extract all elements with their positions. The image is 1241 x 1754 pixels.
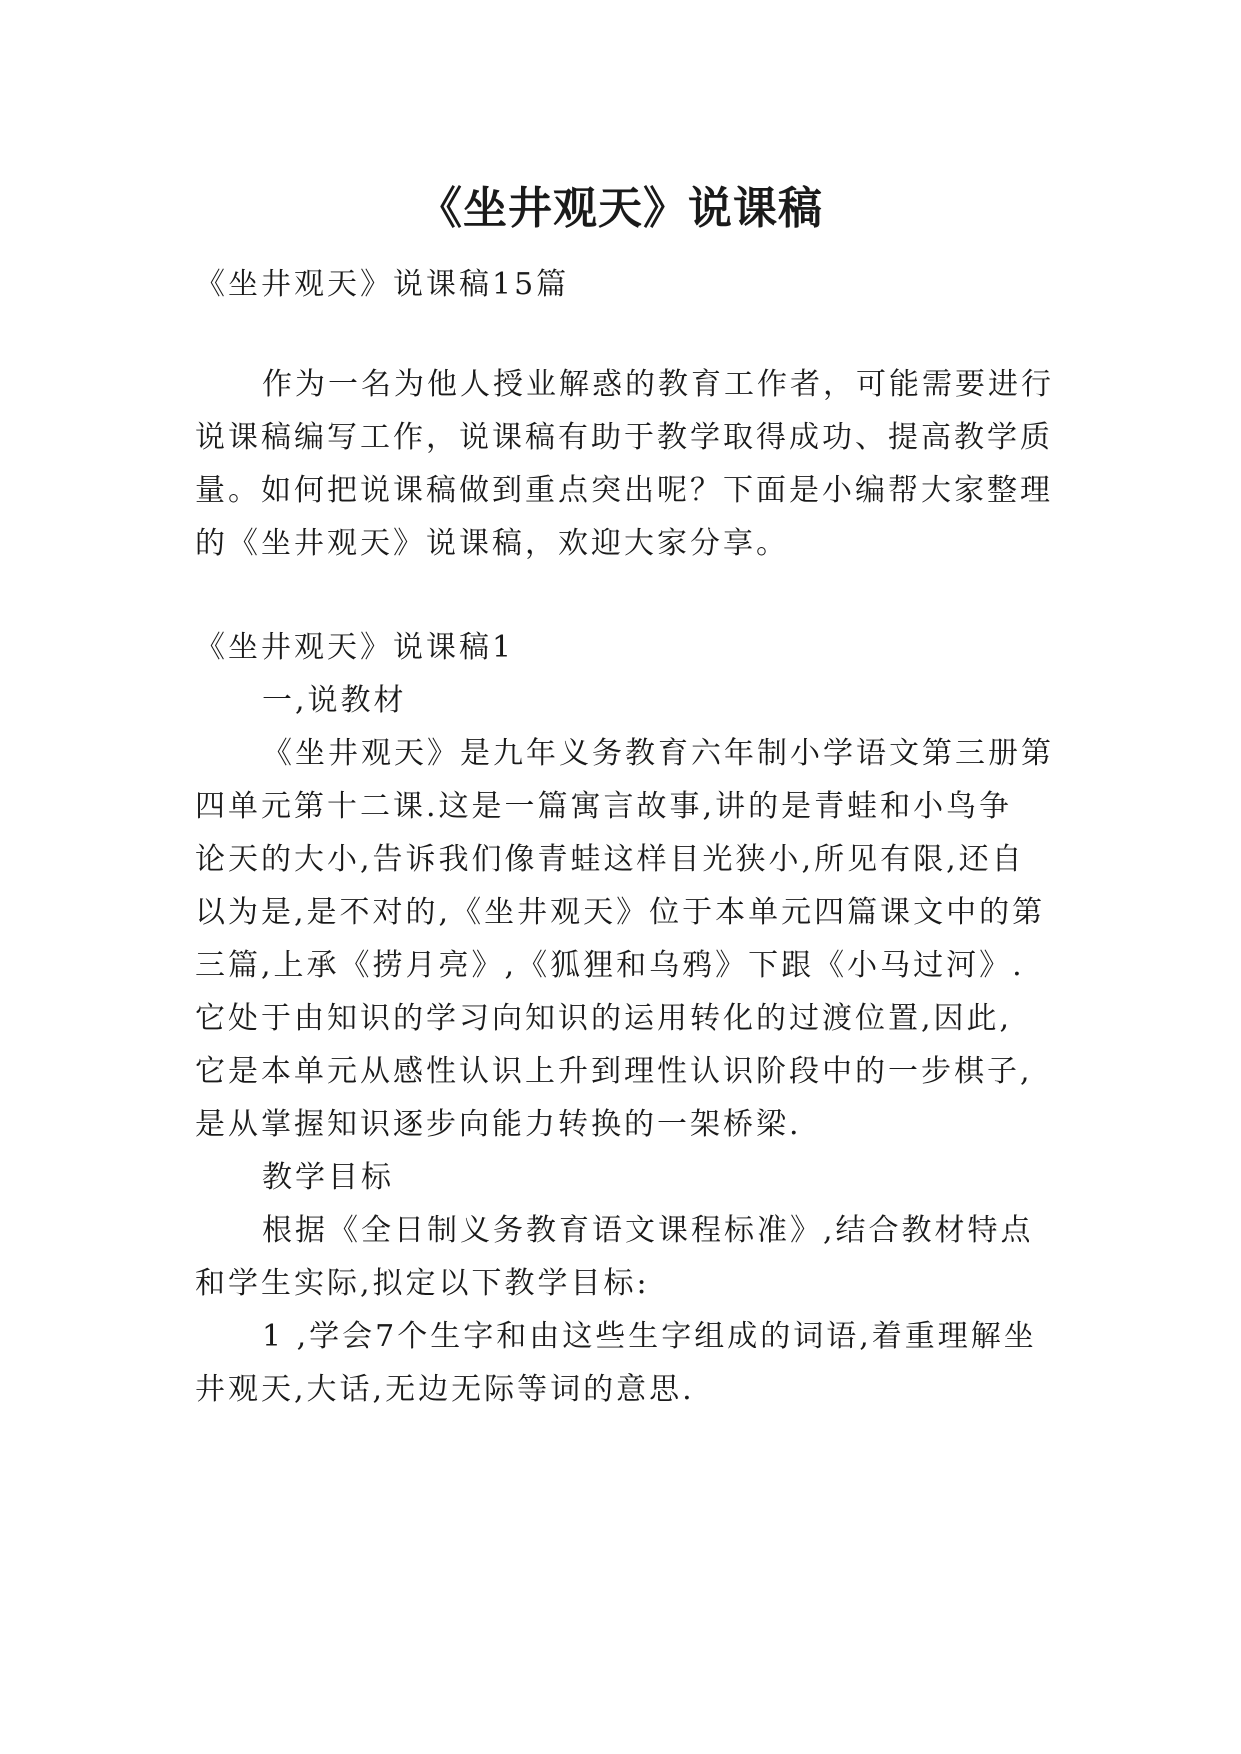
paragraph-line: 它是本单元从感性认识上升到理性认识阶段中的一步棋子, (195, 1054, 1033, 1089)
paragraph-line: 论天的大小,告诉我们像青蛙这样目光狭小,所见有限,还自 (195, 842, 1025, 877)
goals-intro-line: 根据《全日制义务教育语文课程标准》,结合教材特点 (262, 1213, 1034, 1248)
paragraph-line: 《坐井观天》是九年义务教育六年制小学语文第三册第 (262, 736, 1054, 771)
goal-line: 1 ,学会7个生字和由这些生字组成的词语,着重理解坐 (262, 1319, 1037, 1354)
intro-line: 说课稿编写工作，说课稿有助于教学取得成功、提高教学质 (195, 420, 1053, 455)
document-subtitle: 《坐井观天》说课稿15篇 (195, 267, 570, 302)
section-heading: 《坐井观天》说课稿1 (195, 630, 515, 665)
paragraph-line: 以为是,是不对的,《坐井观天》位于本单元四篇课文中的第 (195, 895, 1046, 930)
paragraph-line: 三篇,上承《捞月亮》,《狐狸和乌鸦》下跟《小马过河》. (195, 948, 1025, 983)
intro-line: 的《坐井观天》说课稿，欢迎大家分享。 (195, 526, 789, 561)
paragraph-line: 它处于由知识的学习向知识的运用转化的过渡位置,因此, (195, 1001, 1013, 1036)
part-heading: 一,说教材 (262, 683, 407, 718)
goals-heading: 教学目标 (262, 1160, 394, 1195)
paragraph-line: 是从掌握知识逐步向能力转换的一架桥梁. (195, 1107, 802, 1142)
paragraph-line: 四单元第十二课.这是一篇寓言故事,讲的是青蛙和小鸟争 (195, 789, 1013, 824)
intro-line: 量。如何把说课稿做到重点突出呢？下面是小编帮大家整理 (195, 473, 1053, 508)
intro-line: 作为一名为他人授业解惑的教育工作者，可能需要进行 (262, 367, 1054, 402)
document-title: 《坐井观天》说课稿 (418, 183, 823, 235)
goal-line: 井观天,大话,无边无际等词的意思. (195, 1372, 695, 1407)
goals-intro-line: 和学生实际,拟定以下教学目标: (195, 1266, 650, 1301)
